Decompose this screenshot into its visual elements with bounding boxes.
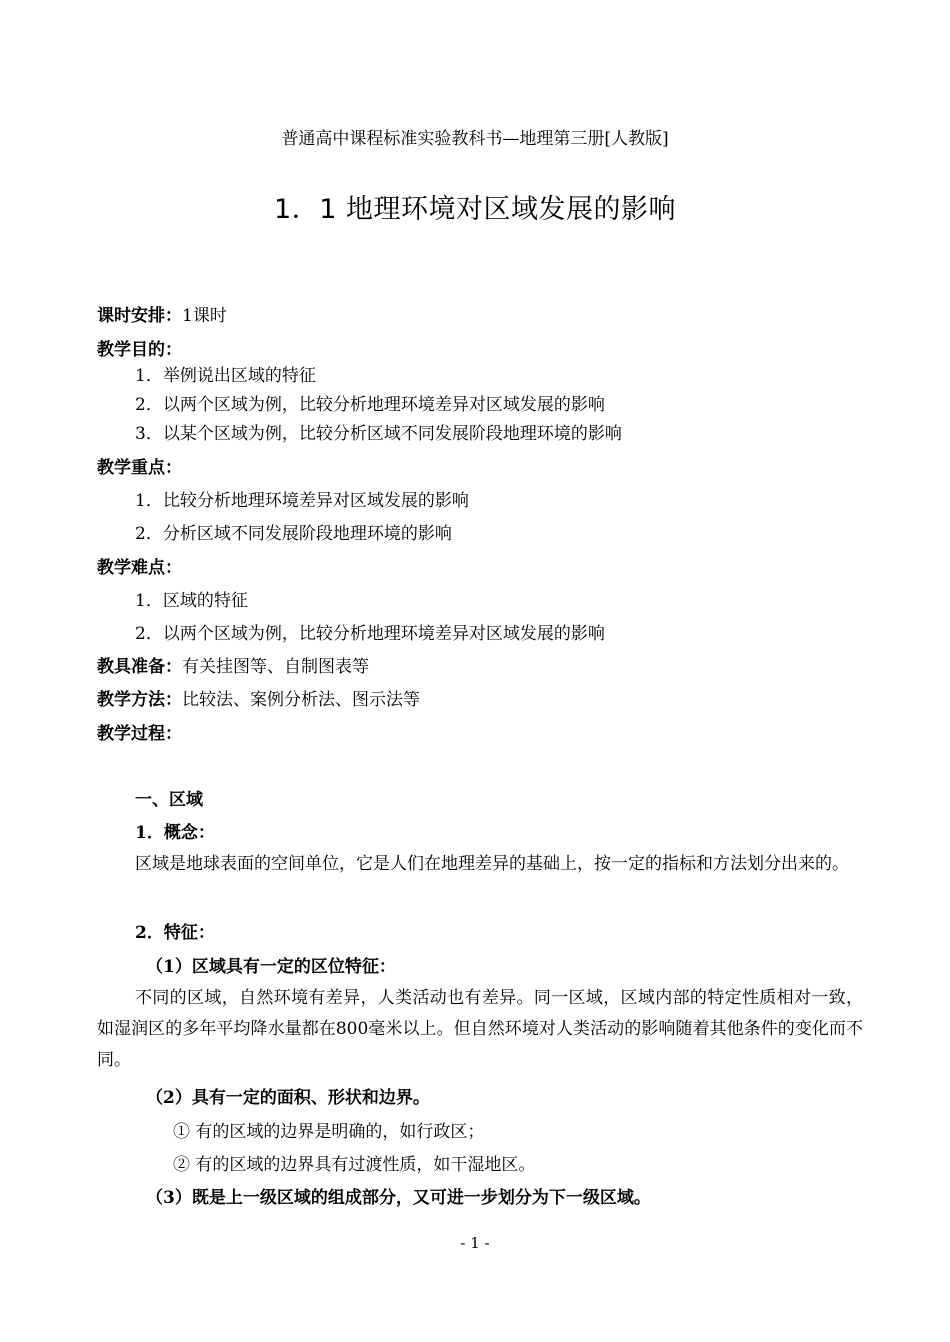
key-point-item: 1．比较分析地理环境差异对区域发展的影响 bbox=[135, 491, 469, 511]
schedule-line bbox=[97, 305, 227, 327]
goal-item: 3．以某个区域为例，比较分析区域不同发展阶段地理环境的影响 bbox=[135, 424, 622, 444]
difficult-point-item: 1．区域的特征 bbox=[135, 591, 248, 611]
feature2-heading: （2）具有一定的面积、形状和边界。 bbox=[146, 1088, 430, 1108]
tools-line bbox=[97, 656, 369, 678]
goals-label: 教学目的： bbox=[97, 340, 182, 360]
methods-value: 比较法、案例分析法、图示法等 bbox=[182, 690, 420, 710]
goal-item: 1．举例说出区域的特征 bbox=[135, 366, 316, 386]
page-title: 1．1 地理环境对区域发展的影响 bbox=[274, 194, 676, 225]
feature1-heading: （1）区域具有一定的区位特征： bbox=[146, 957, 396, 977]
key-point-item: 2．分析区域不同发展阶段地理环境的影响 bbox=[135, 524, 452, 544]
concept-paragraph: 区域是地球表面的空间单位，它是人们在地理差异的基础上，按一定的指标和方法划分出来的。 bbox=[135, 854, 849, 874]
section-heading: 一、区域 bbox=[135, 790, 203, 810]
process-label: 教学过程： bbox=[97, 724, 182, 744]
feature1-paragraph: 不同的区域，自然环境有差异，人类活动也有差异。同一区域，区域内部的特定性质相对一致，如湿润区的多年平均降水量都在800毫米以上。但自然环境对人类活动的影响随着其他条件的变化而不同。 bbox=[97, 988, 863, 1070]
feature2-item: ① 有的区域的边界是明确的，如行政区； bbox=[173, 1122, 485, 1142]
tools-label: 教具准备： bbox=[97, 657, 182, 677]
tools-value: 有关挂图等、自制图表等 bbox=[182, 657, 369, 677]
page-number: - 1 - bbox=[460, 1234, 490, 1252]
feature3-heading: （3）既是上一级区域的组成部分，又可进一步划分为下一级区域。 bbox=[146, 1188, 651, 1208]
difficult-points-label: 教学难点： bbox=[97, 558, 182, 578]
goal-item: 2．以两个区域为例，比较分析地理环境差异对区域发展的影响 bbox=[135, 395, 605, 415]
schedule-label: 课时安排： bbox=[97, 306, 182, 326]
key-points-label: 教学重点： bbox=[97, 458, 182, 478]
methods-label: 教学方法： bbox=[97, 690, 182, 710]
document-header: 普通高中课程标准实验教科书—地理第三册[人教版] bbox=[281, 129, 669, 149]
feature2-item: ② 有的区域的边界具有过渡性质，如干湿地区。 bbox=[173, 1155, 536, 1175]
methods-line bbox=[97, 689, 420, 711]
concept-heading: 1．概念： bbox=[135, 823, 215, 843]
feature-heading: 2．特征： bbox=[135, 923, 215, 943]
schedule-value: 1课时 bbox=[182, 306, 227, 326]
difficult-point-item: 2．以两个区域为例，比较分析地理环境差异对区域发展的影响 bbox=[135, 624, 605, 644]
